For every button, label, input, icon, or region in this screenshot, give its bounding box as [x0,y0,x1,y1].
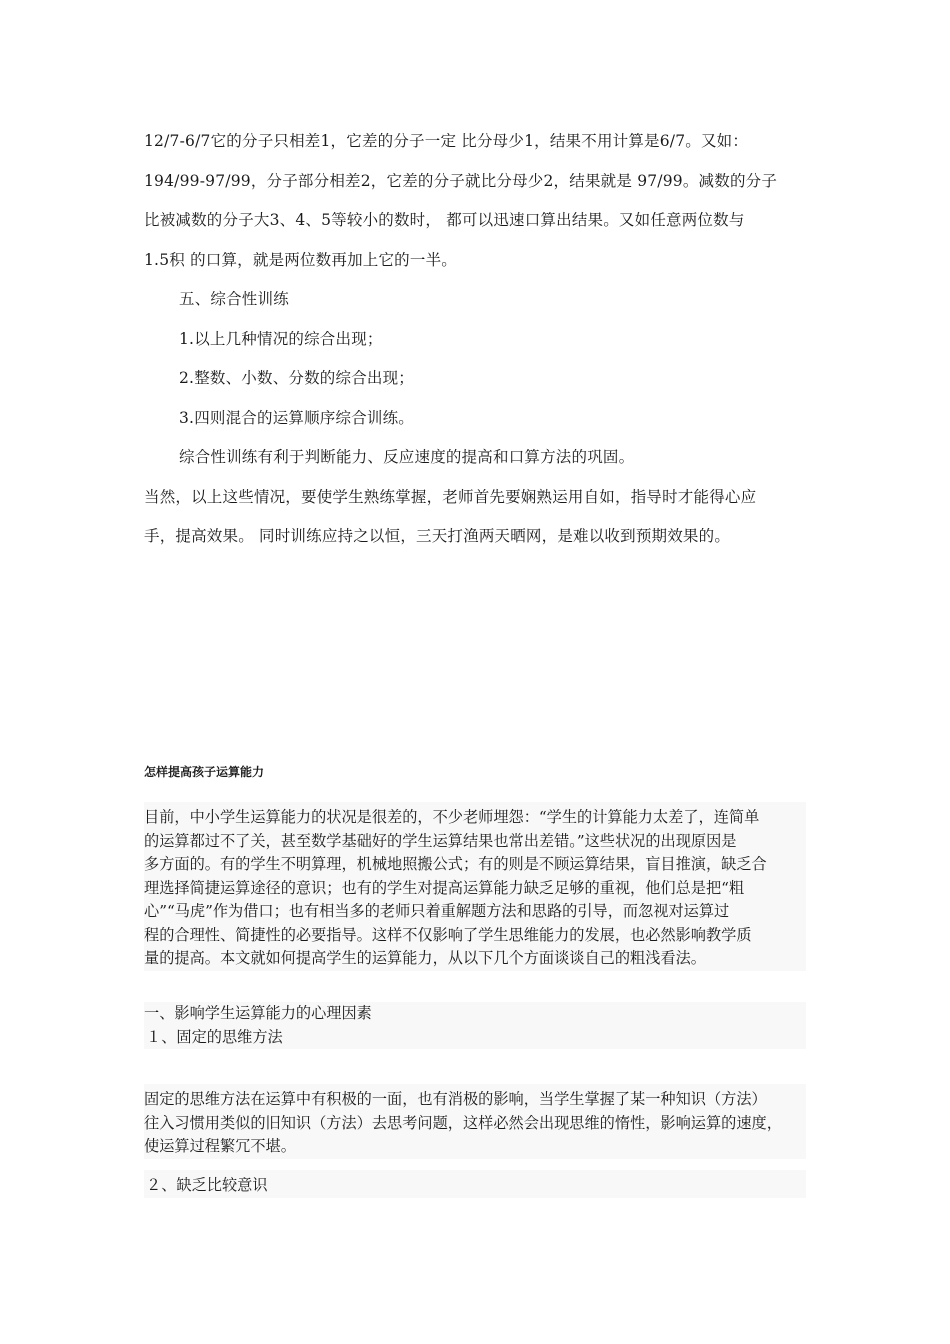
body-block [144,1084,806,1159]
intro-line: 程的合理性、简捷性的必要指导。这样不仅影响了学生思维能力的发展，也必然影响教学质 [144,925,752,944]
body-line: 使运算过程繁冗不堪。 [144,1137,296,1155]
subheading: ２、缺乏比较意识 [146,1176,268,1194]
paragraph-line: 194/99-97/99，分子部分相差2，它差的分子就比分母少2，结果就是 97/99。减数的分子 [144,171,778,190]
subheading: １、固定的思维方法 [146,1027,283,1046]
intro-line: 的运算都过不了关，甚至数学基础好的学生运算结果也常出差错。”这些状况的出现原因是 [144,831,737,850]
section-oral-arithmetic [144,122,814,557]
paragraph-line: 1.5积 的口算，就是两位数再加上它的一半。 [144,250,457,269]
heading-block [144,1002,806,1049]
body-line: 固定的思维方法在运算中有积极的一面，也有消极的影响，当学生掌握了某一种知识（方法） [144,1090,767,1108]
intro-line: 多方面的。有的学生不明算理，机械地照搬公式；有的则是不顾运算结果，盲目推演，缺乏合 [144,855,767,873]
intro-line: 心”“马虎”作为借口；也有相当多的老师只着重解题方法和思路的引导，而忽视对运算过 [144,902,730,920]
summary-text: 综合性训练有利于判断能力、反应速度的提高和口算方法的巩固。 [179,448,635,466]
subheading-block [144,1170,806,1198]
intro-line: 目前，中小学生运算能力的状况是很差的，不少老师埋怨：“学生的计算能力太差了，连简单 [144,808,760,826]
list-item: 2.整数、小数、分数的综合出现； [179,369,414,387]
list-item: 1.以上几种情况的综合出现； [179,329,383,348]
paragraph-line: 12/7-6/7它的分子只相差1，它差的分子一定 比分母少1，结果不用计算是6/7。又如： [144,132,749,150]
closing-line: 手，提高效果。 同时训练应持之以恒，三天打渔两天晒网，是难以收到预期效果的。 [144,527,731,545]
list-item: 3.四则混合的运算顺序综合训练。 [179,408,414,427]
article-title: 怎样提高孩子运算能力 [144,765,265,779]
closing-line: 当然，以上这些情况，要使学生熟练掌握，老师首先要娴熟运用自如，指导时才能得心应 [144,487,757,506]
paragraph-line: 比被减数的分子大3、4、5等较小的数时， 都可以迅速口算出结果。又如任意两位数与 [144,211,745,229]
body-line: 往入习惯用类似的旧知识（方法）去思考问题，这样必然会出现思维的惰性，影响运算的速度， [144,1113,782,1132]
intro-block [144,802,806,971]
section-heading: 五、综合性训练 [179,290,289,308]
intro-line: 量的提高。本文就如何提高学生的运算能力，从以下几个方面谈谈自己的粗浅看法。 [144,949,706,967]
section-article [144,762,809,1194]
section-heading: 一、影响学生运算能力的心理因素 [144,1004,372,1022]
intro-line: 理选择简捷运算途径的意识；也有的学生对提高运算能力缺乏足够的重视，他们总是把“粗 [144,878,745,897]
